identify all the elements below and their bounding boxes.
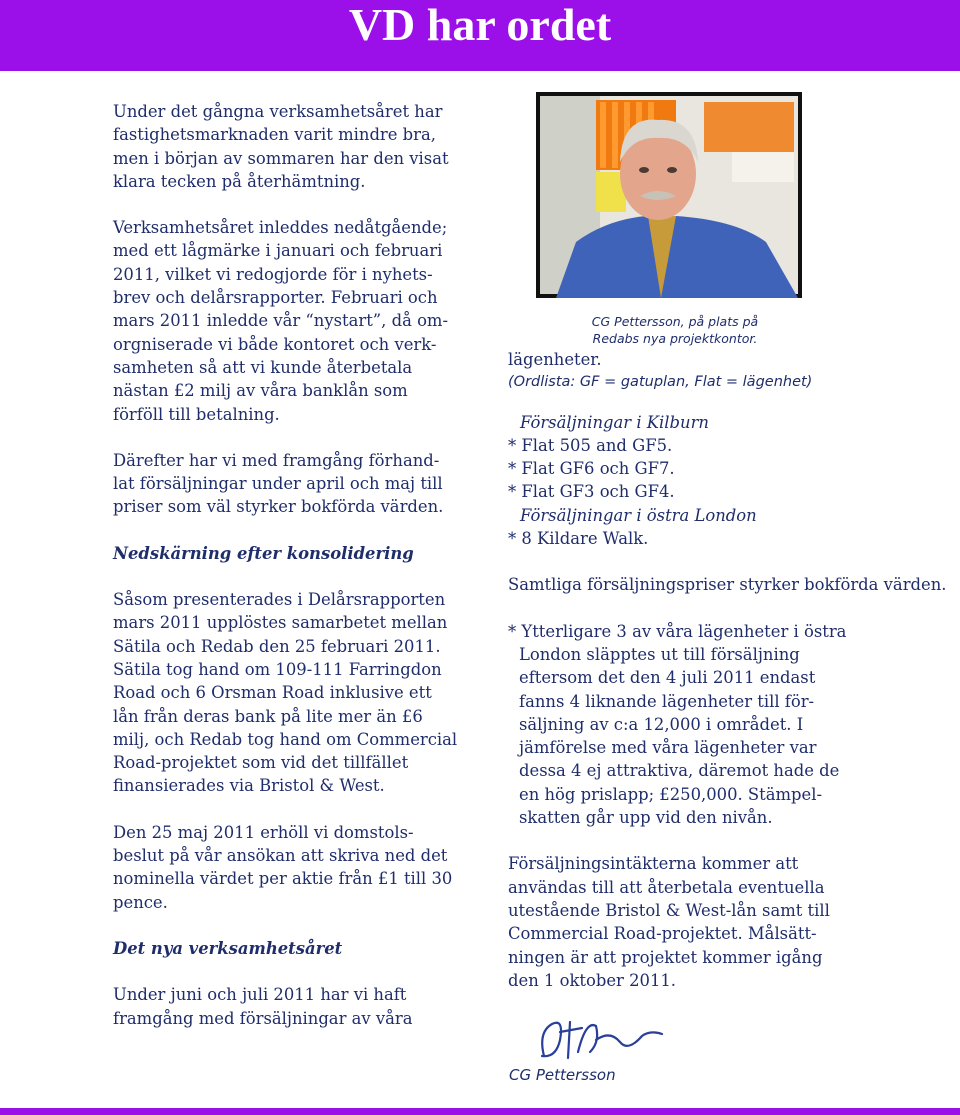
- caption-line: CG Pettersson, på plats på: [591, 314, 759, 329]
- portrait-photo: [536, 92, 802, 298]
- paragraph: Verksamhetsåret inleddes nedåtgående; med ett lågmärke i januari och februari 2011, vilket vi redogjorde för i nyhets-brev och delårsrapporter. Februari och mars 2011 inledde vår “nystart”, då om-orgniserade vi både kontoret och verk-samheten så att vi kunde återbetala nästan £2 milj av våra banklån som förföll till betalning.: [113, 218, 449, 424]
- sales-heading: Försäljningar i Kilburn: [520, 412, 709, 432]
- paragraph: Såsom presenterades i Delårsrapporten mars 2011 upplöstes samarbetet mellan Sätila och Redab den 25 februari 2011. Sätila tog hand om 109-111 Farringdon Road och 6 Orsman Road inklusive ett lån från deras bank på lite mer än £6 milj, och Redab tog hand om Commercial Road-projektet som vid det tillfället finansierades via Bristol & West.: [113, 590, 458, 796]
- sales-heading: Försäljningar i östra London: [520, 505, 757, 525]
- list-item: * Flat GF6 och GF7.: [508, 459, 675, 479]
- list-item: * Flat 505 and GF5.: [508, 435, 673, 455]
- list-item: * 8 Kildare Walk.: [508, 529, 649, 549]
- right-column: [508, 348, 953, 992]
- paragraph: Under juni och juli 2011 har vi haft framgång med försäljningar av våra: [113, 985, 413, 1028]
- page-title: VD har ordet: [348, 0, 612, 50]
- paragraph: Därefter har vi med framgång förhand-lat försäljningar under april och maj till priser som väl styrker bokförda värden.: [113, 450, 444, 517]
- paragraph: lägenheter.: [508, 350, 602, 369]
- paragraph: Den 25 maj 2011 erhöll vi domstols-beslut på vår ansökan att skriva ned det nominella värdet per aktie från £1 till 30 pence.: [113, 822, 453, 912]
- paragraph: Försäljningsintäkterna kommer att användas till att återbetala eventuella utestående Bristol & West-lån samt till Commercial Road-projektet. Målsätt-ningen är att projektet kommer igång den 1 oktober 2011.: [508, 854, 830, 990]
- paragraph: Under det gångna verksamhetsåret har fastighetsmarknaden varit mindre bra, men i början av sommaren har den visat klara tecken på återhämtning.: [113, 102, 449, 191]
- paragraph: * Ytterligare 3 av våra lägenheter i östra London släpptes ut till försäljning eftersom det den 4 juli 2011 endast fanns 4 liknande lägenheter till för-säljning av c:a 12,000 i området. I jämförelse med våra lägenheter var dessa 4 ej attraktiva, däremot hade de en hög prislapp; £250,000. Stämpel-skatten går upp vid den nivån.: [508, 621, 847, 828]
- glossary-note: (Ordlista: GF = gatuplan, Flat = lägenhet): [508, 374, 813, 391]
- signature-name: CG Pettersson: [509, 1066, 616, 1084]
- photo-caption: [540, 313, 810, 347]
- list-item: * Flat GF3 och GF4.: [508, 482, 675, 502]
- signature: [530, 1012, 670, 1068]
- section-heading: Nedskärning efter konsolidering: [113, 543, 414, 563]
- caption-line: Redabs nya projektkontor.: [592, 331, 758, 346]
- section-heading: Det nya verksamhetsåret: [113, 938, 343, 958]
- paragraph: Samtliga försäljningspriser styrker bokförda värden.: [508, 575, 947, 595]
- left-column: [113, 100, 458, 1030]
- page-footer-bar: [0, 1108, 960, 1115]
- page-header: [0, 0, 960, 71]
